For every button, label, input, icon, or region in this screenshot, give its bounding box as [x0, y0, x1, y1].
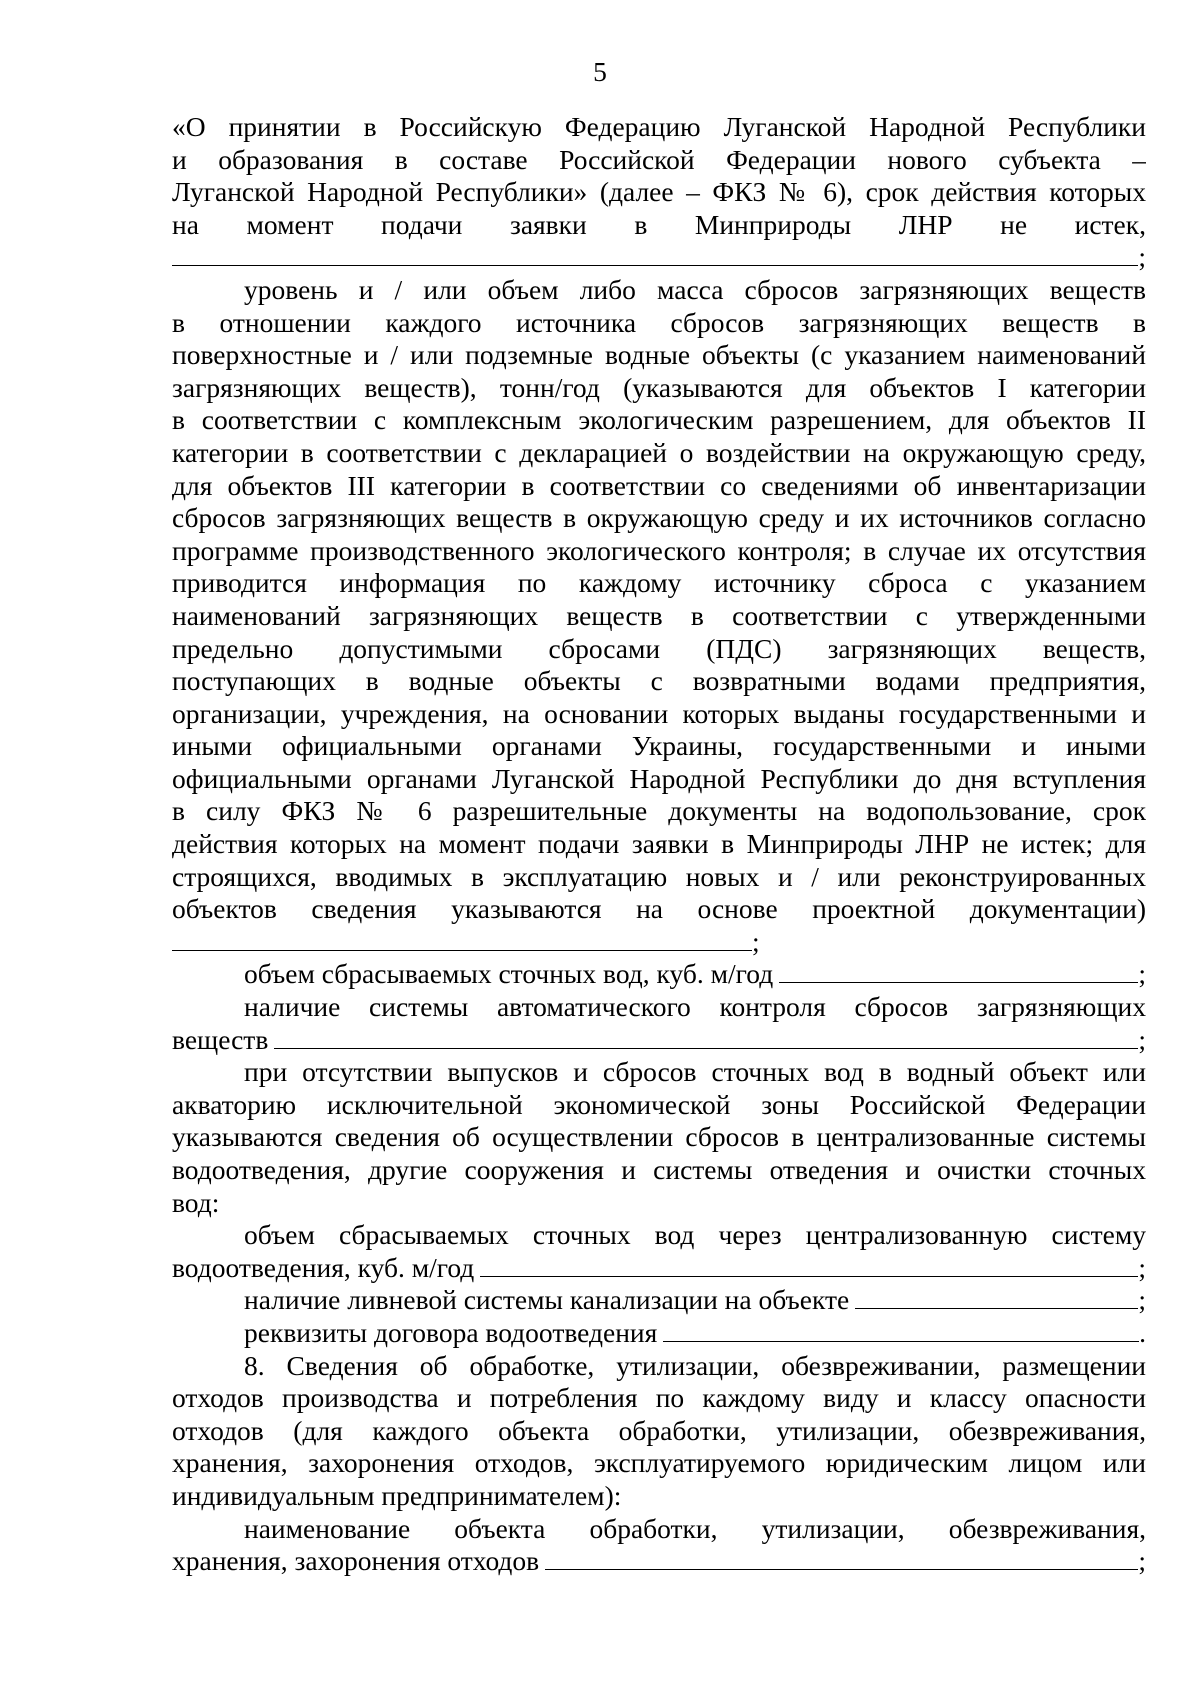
- text-line: индивидуальным предпринимателем):: [172, 1479, 622, 1511]
- text-line: в отношении каждого источника сбросов загрязняющих веществ в: [172, 306, 1146, 338]
- blank-line-fkz: [172, 241, 1146, 274]
- field-label: объем сбрасываемых сточных вод, куб. м/год: [244, 958, 774, 990]
- text-line: вод:: [172, 1186, 220, 1218]
- blank-field[interactable]: [545, 1545, 1138, 1570]
- text-line: официальными органами Луганской Народной Республики до дня вступления: [172, 762, 1146, 794]
- paragraph-discharge-levels: [172, 274, 1146, 958]
- text-line: наименований загрязняющих веществ в соответствии с утвержденными: [172, 599, 1146, 631]
- field-label: водоотведения, куб. м/год: [172, 1251, 475, 1283]
- field-wastewater-volume: [172, 958, 1146, 991]
- blank-field[interactable]: [779, 958, 1138, 983]
- field-label: веществ: [172, 1023, 269, 1055]
- field-contract-details: [172, 1317, 1146, 1350]
- text-line: Луганской Народной Республики» (далее – ФКЗ № 6), срок действия которых: [172, 176, 1146, 208]
- text-line: приводится информация по каждому источнику сброса с указанием: [172, 567, 1146, 599]
- line-end-punct: ;: [1138, 1284, 1146, 1316]
- text-line: указываются сведения об осуществлении сбросов в централизованные системы: [172, 1121, 1146, 1153]
- text-line: «О принятии в Российскую Федерацию Луганской Народной Республики: [172, 111, 1146, 142]
- text-line: категории в соответствии с декларацией о воздействии на окружающую среду,: [172, 436, 1146, 468]
- text-line: действия которых на момент подачи заявки в Минприроды ЛНР не истек; для: [172, 828, 1146, 860]
- text-line: уровень и / или объем либо масса сбросов загрязняющих веществ: [244, 273, 1146, 305]
- text-line: наличие системы автоматического контроля сбросов загрязняющих: [244, 991, 1146, 1023]
- field-auto-control: [172, 1024, 1146, 1057]
- blank-field[interactable]: [172, 926, 752, 951]
- field-waste-object: [172, 1545, 1146, 1578]
- blank-field[interactable]: [663, 1317, 1139, 1342]
- line-end-punct: ;: [1138, 1023, 1146, 1055]
- text-line: отходов (для каждого объекта обработки, утилизации, обезвреживания,: [172, 1414, 1146, 1446]
- line-end-punct: ;: [1138, 241, 1146, 273]
- text-line: наименование объекта обработки, утилизации, обезвреживания,: [244, 1512, 1146, 1544]
- blank-field[interactable]: [855, 1284, 1138, 1309]
- line-end-punct: ;: [1138, 958, 1146, 990]
- text-line: 8. Сведения об обработке, утилизации, обезвреживании, размещении: [244, 1349, 1146, 1381]
- field-label: хранения, захоронения отходов: [172, 1545, 540, 1577]
- text-line: объем сбрасываемых сточных вод через централизованную систему: [244, 1219, 1146, 1251]
- line-end-punct: ;: [1138, 1251, 1146, 1283]
- text-line: программе производственного экологического контроля; в случае их отсутствия: [172, 534, 1146, 566]
- page-number: 5: [593, 56, 607, 87]
- text-line: в силу ФКЗ № 6 разрешительные документы на водопользование, срок: [172, 795, 1146, 827]
- text-line: предельно допустимыми сбросами (ПДС) загрязняющих веществ,: [172, 632, 1146, 664]
- text-line: отходов производства и потребления по каждому виду и классу опасности: [172, 1382, 1146, 1414]
- text-line: хранения, захоронения отходов, эксплуатируемого юридическим лицом или: [172, 1447, 1146, 1479]
- text-line: загрязняющих веществ), тонн/год (указываются для объектов I категории: [172, 371, 1146, 403]
- field-label: наличие ливневой системы канализации на объекте: [244, 1284, 850, 1316]
- paragraph-section-8: [172, 1350, 1146, 1513]
- field-central-volume: [172, 1252, 1146, 1285]
- blank-line-discharge: [172, 926, 1146, 959]
- blank-field[interactable]: [480, 1252, 1138, 1277]
- line-end-punct: .: [1139, 1316, 1146, 1348]
- field-label: реквизиты договора водоотведения: [244, 1316, 658, 1348]
- text-line: для объектов III категории в соответствии со сведениями об инвентаризации: [172, 469, 1146, 501]
- text-line: на момент подачи заявки в Минприроды ЛНР не истек,: [172, 208, 1146, 240]
- text-line: строящихся, вводимых в эксплуатацию новых и / или реконструированных: [172, 860, 1146, 892]
- line-end-punct: ;: [752, 925, 760, 957]
- text-line: водоотведения, другие сооружения и системы отведения и очистки сточных: [172, 1154, 1146, 1185]
- text-line: акваторию исключительной экономической зоны Российской Федерации: [172, 1088, 1146, 1120]
- text-line: и образования в составе Российской Федерации нового субъекта –: [172, 143, 1146, 175]
- text-line: сбросов загрязняющих веществ в окружающую среду и их источников согласно: [172, 502, 1146, 534]
- blank-field[interactable]: [274, 1024, 1138, 1049]
- text-line: поверхностные и / или подземные водные объекты (с указанием наименований: [172, 339, 1146, 371]
- text-line: при отсутствии выпусков и сбросов сточных вод в водный объект или: [244, 1056, 1146, 1088]
- field-storm-sewer: [172, 1284, 1146, 1317]
- line-end-punct: ;: [1138, 1545, 1146, 1577]
- text-line: организации, учреждения, на основании которых выданы государственными и: [172, 697, 1146, 729]
- text-line: объектов сведения указываются на основе проектной документации): [172, 893, 1146, 925]
- text-line: иными официальными органами Украины, государственными и иными: [172, 730, 1146, 762]
- paragraph-no-outlets: [172, 1056, 1146, 1219]
- document-body: [172, 111, 1146, 1578]
- blank-field[interactable]: [172, 241, 1138, 266]
- text-line: поступающих в водные объекты с возвратными водами предприятия,: [172, 665, 1146, 697]
- text-line: в соответствии с комплексным экологическим разрешением, для объектов II: [172, 404, 1146, 436]
